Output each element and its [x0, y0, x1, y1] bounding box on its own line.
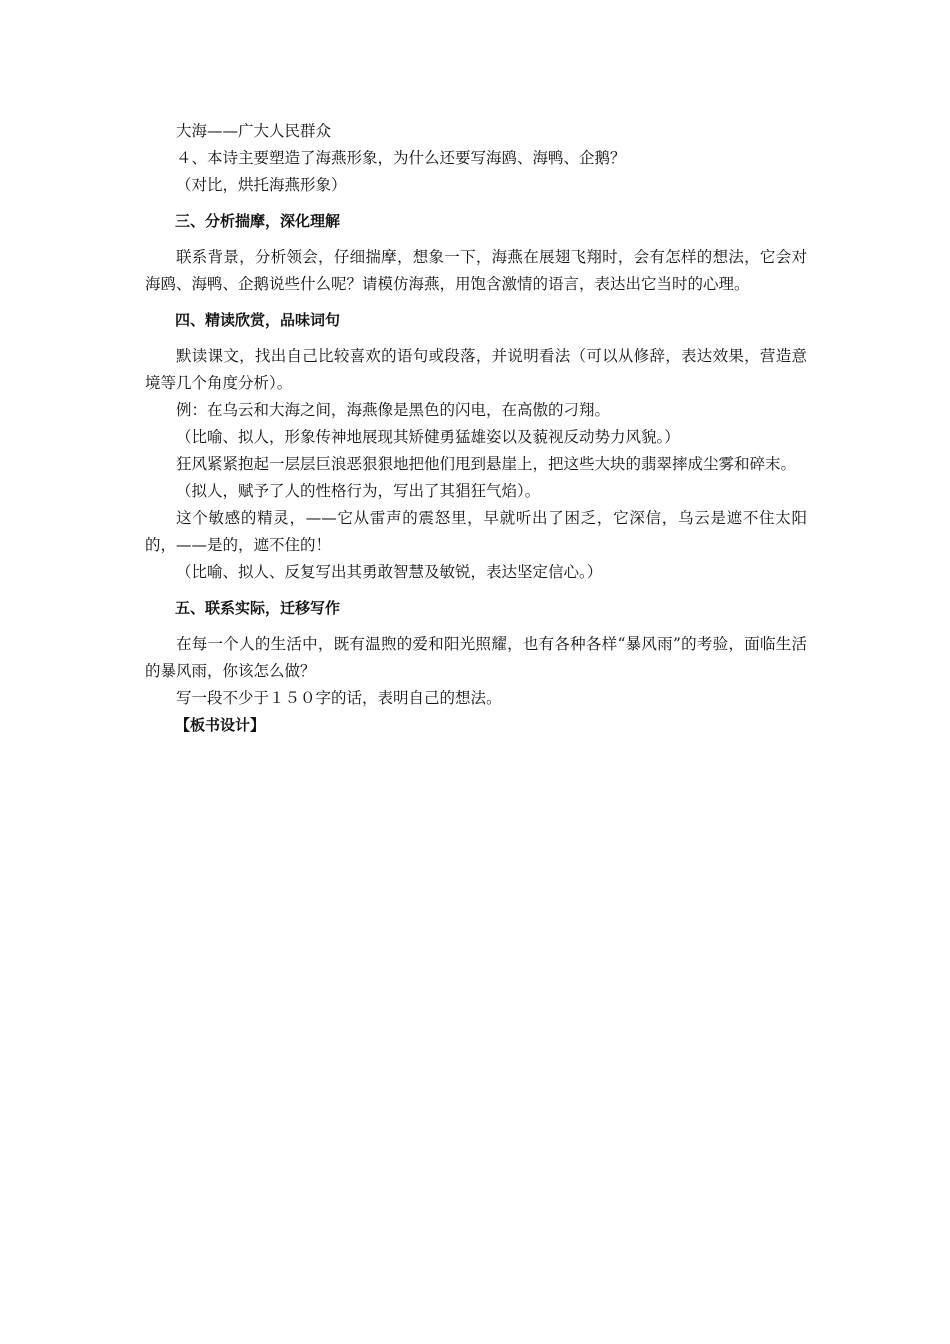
- section-4-paragraph: 默读课文，找出自己比较喜欢的语句或段落，并说明看法（可以从修辞，表达效果，营造意境等几个角度分析）。: [145, 347, 807, 392]
- document-page: [145, 118, 807, 739]
- example-sentence: 例：在乌云和大海之间，海燕像是黑色的闪电，在高傲的刁翔。: [176, 401, 611, 419]
- answer-4: （对比，烘托海燕形象）: [176, 176, 347, 194]
- example-sentence: 狂风紧紧抱起一层层巨浪恶狠狠地把他们甩到悬崖上，把这些大块的翡翠摔成尘雾和碎末。: [176, 455, 797, 473]
- blackboard-design-heading: 【板书设计】: [175, 716, 266, 734]
- section-heading-4: 四、精读欣赏，品味词句: [175, 311, 341, 329]
- question-4: ４、本诗主要塑造了海燕形象，为什么还要写海鸥、海鸭、企鹅？: [176, 149, 626, 167]
- example-analysis: （拟人，赋予了人的性格行为，写出了其猖狂气焰）。: [176, 482, 541, 500]
- section-heading-5: 五、联系实际，迁移写作: [175, 599, 341, 617]
- text-line: 大海——广大人民群众: [176, 122, 332, 140]
- example-sentence: 这个敏感的精灵，——它从雷声的震怒里，早就听出了困乏，它深信，乌云是遮不住太阳的，——是的，遮不住的！: [145, 509, 807, 554]
- section-5-paragraph: 在每一个人的生活中，既有温煦的爱和阳光照耀，也有各种各样“暴风雨”的考验，面临生活的暴风雨，你该怎么做？: [145, 635, 807, 680]
- writing-task: 写一段不少于１５０字的话，表明自己的想法。: [176, 689, 502, 707]
- example-analysis: （比喻、拟人、反复写出其勇敢智慧及敏锐，表达坚定信心。）: [176, 563, 603, 581]
- section-heading-3: 三、分析揣摩，深化理解: [175, 212, 341, 230]
- section-3-paragraph: 联系背景，分析领会，仔细揣摩，想象一下，海燕在展翅飞翔时，会有怎样的想法，它会对海鸥、海鸭、企鹅说些什么呢？请模仿海燕，用饱含激情的语言，表达出它当时的心理。: [145, 248, 807, 293]
- example-analysis: （比喻、拟人，形象传神地展现其矫健勇猛雄姿以及藐视反动势力风貌。）: [176, 428, 680, 446]
